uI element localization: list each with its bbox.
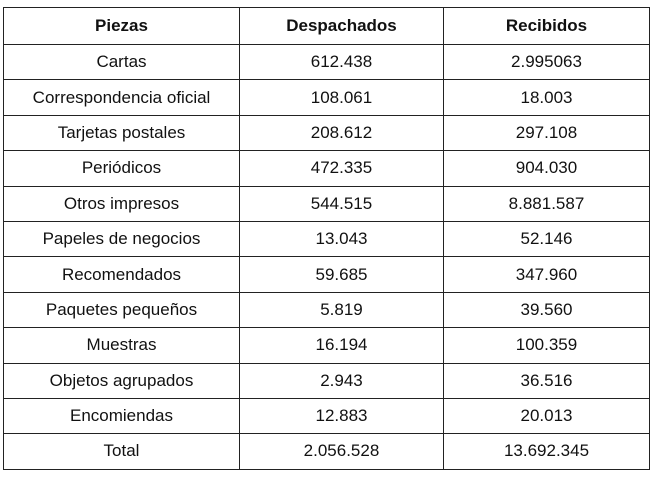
recibidos-cell: 18.003: [444, 80, 650, 115]
despachados-cell: 13.043: [240, 221, 444, 256]
piezas-cell: Objetos agrupados: [4, 363, 240, 398]
recibidos-cell: 13.692.345: [444, 434, 650, 469]
table-row: [4, 328, 650, 363]
table-row: [4, 363, 650, 398]
header-despachados: Despachados: [240, 8, 444, 45]
table-row: [4, 257, 650, 292]
despachados-cell: 108.061: [240, 80, 444, 115]
header-row: [4, 8, 650, 45]
piezas-cell: Muestras: [4, 328, 240, 363]
postal-statistics-table: [3, 7, 650, 470]
table-body: [4, 45, 650, 470]
despachados-cell: 612.438: [240, 45, 444, 80]
total-row: [4, 434, 650, 469]
table-row: [4, 398, 650, 433]
recibidos-cell: 297.108: [444, 115, 650, 150]
piezas-cell: Otros impresos: [4, 186, 240, 221]
table-row: [4, 292, 650, 327]
table-row: [4, 221, 650, 256]
piezas-cell: Encomiendas: [4, 398, 240, 433]
table-row: [4, 151, 650, 186]
piezas-cell: Tarjetas postales: [4, 115, 240, 150]
piezas-cell: Cartas: [4, 45, 240, 80]
table-row: [4, 115, 650, 150]
piezas-cell: Total: [4, 434, 240, 469]
despachados-cell: 2.943: [240, 363, 444, 398]
recibidos-cell: 347.960: [444, 257, 650, 292]
recibidos-cell: 20.013: [444, 398, 650, 433]
recibidos-cell: 52.146: [444, 221, 650, 256]
table-row: [4, 186, 650, 221]
header-recibidos: Recibidos: [444, 8, 650, 45]
despachados-cell: 12.883: [240, 398, 444, 433]
despachados-cell: 472.335: [240, 151, 444, 186]
piezas-cell: Recomendados: [4, 257, 240, 292]
piezas-cell: Periódicos: [4, 151, 240, 186]
header-piezas: Piezas: [4, 8, 240, 45]
recibidos-cell: 36.516: [444, 363, 650, 398]
piezas-cell: Papeles de negocios: [4, 221, 240, 256]
despachados-cell: 544.515: [240, 186, 444, 221]
recibidos-cell: 904.030: [444, 151, 650, 186]
despachados-cell: 59.685: [240, 257, 444, 292]
recibidos-cell: 8.881.587: [444, 186, 650, 221]
recibidos-cell: 39.560: [444, 292, 650, 327]
table-row: [4, 45, 650, 80]
table-row: [4, 80, 650, 115]
despachados-cell: 5.819: [240, 292, 444, 327]
despachados-cell: 2.056.528: [240, 434, 444, 469]
piezas-cell: Correspondencia oficial: [4, 80, 240, 115]
piezas-cell: Paquetes pequeños: [4, 292, 240, 327]
despachados-cell: 208.612: [240, 115, 444, 150]
recibidos-cell: 2.995063: [444, 45, 650, 80]
despachados-cell: 16.194: [240, 328, 444, 363]
recibidos-cell: 100.359: [444, 328, 650, 363]
